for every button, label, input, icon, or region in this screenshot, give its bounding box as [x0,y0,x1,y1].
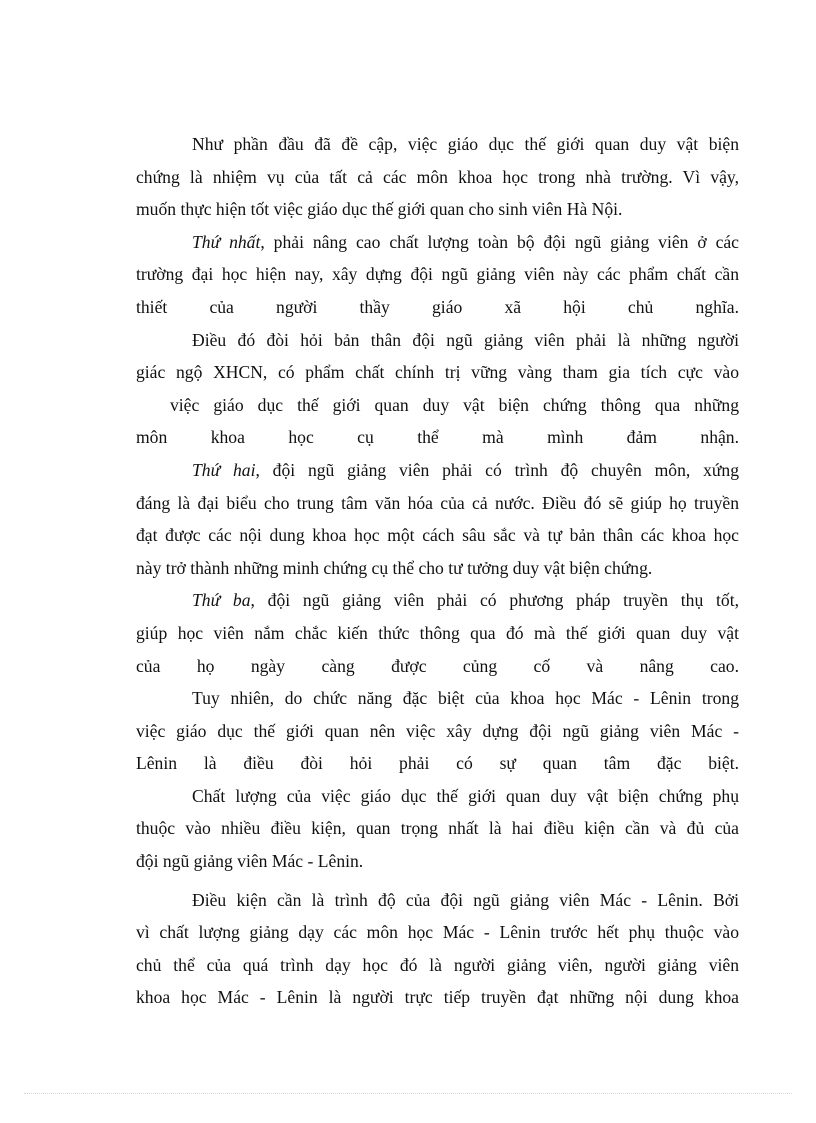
text-line: giác ngộ XHCN, có phẩm chất chính trị vững vàng tham gia tích cực vào [136,362,739,383]
text-line: chứng là nhiệm vụ của tất cả các môn khoa học trong nhà trường. Vì vậy, [136,166,739,187]
text-line: Như phần đầu đã đề cập, việc giáo dục thế giới quan duy vật biện [192,134,739,154]
text-line: Chất lượng của việc giáo dục thế giới quan duy vật biện chứng phụ [192,785,739,806]
text-line: thiết của người thầy giáo xã hội chủ nghĩa. [136,296,739,317]
text-line: này trở thành những minh chứng cụ thể cho tư tưởng duy vật biện chứng. [136,557,653,578]
text-line: muốn thực hiện tốt việc giáo dục thế giới quan cho sinh viên Hà Nội. [136,199,623,220]
text-line: vì chất lượng giảng dạy các môn học Mác - Lênin trước hết phụ thuộc vào [136,922,739,943]
document-body [136,128,739,1014]
emphasis-text: Thứ nhất [192,231,261,252]
text-line: trường đại học hiện nay, xây dựng đội ngũ giảng viên này các phẩm chất cần [136,264,739,285]
text-line: Thứ nhất, phải nâng cao chất lượng toàn bộ đội ngũ giảng viên ở các [192,231,739,252]
text-line: Thứ ba, đội ngũ giảng viên phải có phương pháp truyền thụ tốt, [192,590,739,611]
text-line: thuộc vào nhiều điều kiện, quan trọng nhất là hai điều kiện cần và đủ của [136,818,739,839]
text-line: của họ ngày càng được củng cố và nâng cao. [136,655,739,676]
text-line: môn khoa học cụ thể mà mình đảm nhận. [136,427,739,448]
footer-divider [24,1093,792,1094]
text-line: đội ngũ giảng viên Mác - Lênin. [136,851,364,872]
text-line: Lênin là điều đòi hỏi phải có sự quan tâm đặc biệt. [136,753,739,774]
text-line: đạt được các nội dung khoa học một cách sâu sắc và tự bản thân các khoa học [136,525,739,546]
text-line: việc giáo dục thế giới quan nên việc xây dựng đội ngũ giảng viên Mác - [136,720,739,741]
text-line: Điều kiện cần là trình độ của đội ngũ giảng viên Mác - Lênin. Bởi [192,889,739,910]
text-line: Tuy nhiên, do chức năng đặc biệt của khoa học Mác - Lênin trong [192,688,739,709]
text-line: chủ thể của quá trình dạy học đó là người giảng viên, người giảng viên [136,954,739,975]
emphasis-text: Thứ hai [192,459,256,480]
text-line: khoa học Mác - Lênin là người trực tiếp truyền đạt những nội dung khoa [136,987,739,1008]
emphasis-text: Thứ ba [192,590,251,611]
text-line: Điều đó đòi hỏi bản thân đội ngũ giảng viên phải là những người [192,329,739,350]
text-line: việc giáo dục thế giới quan duy vật biện chứng thông qua những [170,394,739,415]
text-line: Thứ hai, đội ngũ giảng viên phải có trình độ chuyên môn, xứng [192,459,739,480]
text-line: giúp học viên nắm chắc kiến thức thông qua đó mà thế giới quan duy vật [136,622,739,643]
text-line: đáng là đại biểu cho trung tâm văn hóa của cả nước. Điều đó sẽ giúp họ truyền [136,492,739,513]
